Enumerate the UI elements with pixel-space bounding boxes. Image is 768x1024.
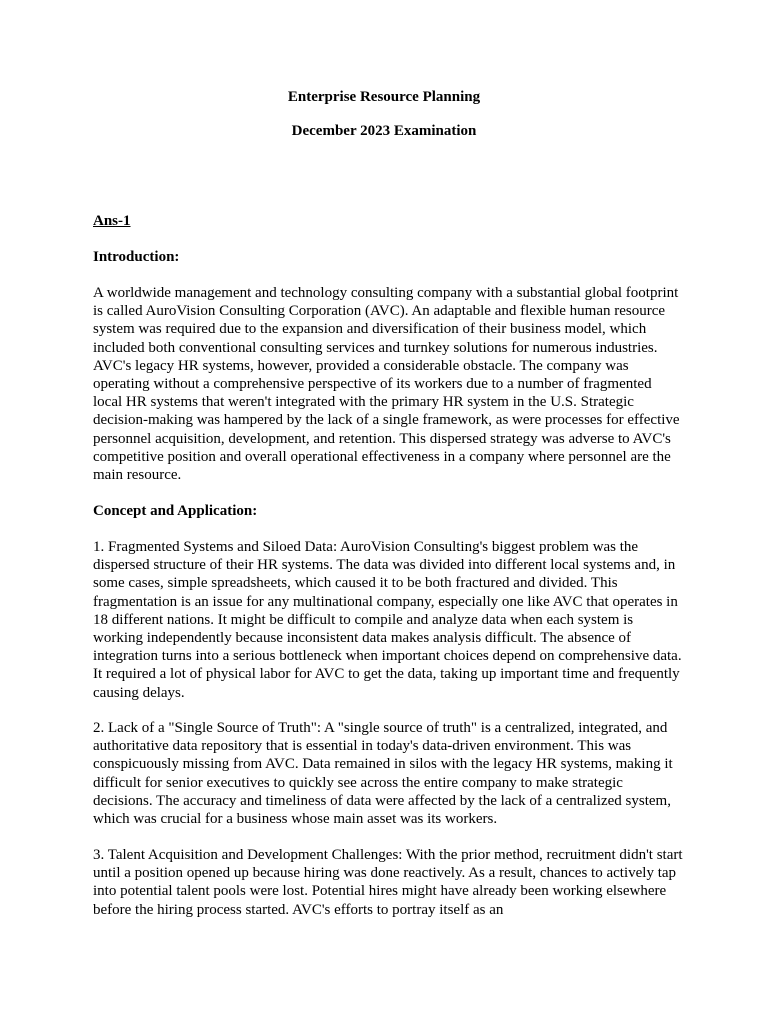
document-title: Enterprise Resource Planning [287, 89, 481, 105]
point-1-paragraph: 1. Fragmented Systems and Siloed Data: AuroVision Consulting's biggest problem was the dispersed structure of their HR systems. The data was divided into different local systems and, in some cases, simple spreadsheets, which caused it to be both fractured and divided. This fragmentation is an issue for any multinational company, especially one like AVC that operates in 18 different nations. It might be difficult to compile and analyze data when each system is working independently because inconsistent data makes analysis difficult. The absence of integration turns into a serious bottleneck when important choices depend on comprehensive data. It required a lot of physical labor for AVC to get the data, taking up important time and frequently causing delays. [93, 539, 682, 701]
introduction-heading: Introduction: [93, 249, 180, 265]
introduction-paragraph: A worldwide management and technology consulting company with a substantial global footprint is called AuroVision Consulting Corporation (AVC). An adaptable and flexible human resource system was required due to the expansion and diversification of their business model, which included both conventional consulting services and turnkey solutions for numerous industries. AVC's legacy HR systems, however, provided a considerable obstacle. The company was operating without a comprehensive perspective of its workers due to a number of fragmented local HR systems that weren't integrated with the primary HR system in the U.S. Strategic decision-making was hampered by the lack of a single framework, as were processes for effective personnel acquisition, development, and retention. This dispersed strategy was adverse to AVC's competitive position and overall operational effectiveness in a company where personnel are the main resource. [93, 285, 680, 484]
concept-heading: Concept and Application: [93, 503, 258, 519]
document-subtitle: December 2023 Examination [291, 123, 477, 139]
point-2-paragraph: 2. Lack of a "Single Source of Truth": A "single source of truth" is a centralized, integrated, and authoritative data repository that is essential in today's data-driven environment. This was conspicuously missing from AVC. Data remained in silos with the legacy HR systems, making it difficult for senior executives to quickly see across the entire company to make strategic decisions. The accuracy and timeliness of data were affected by the lack of a centralized system, which was crucial for a business whose main asset was its workers. [93, 720, 673, 828]
point-3-paragraph: 3. Talent Acquisition and Development Challenges: With the prior method, recruitment didn't start until a position opened up because hiring was done reactively. As a result, chances to actively tap into potential talent pools were lost. Potential hires might have already been working elsewhere before the hiring process started. AVC's efforts to portray itself as an [93, 847, 683, 918]
answer-label: Ans-1 [93, 213, 131, 229]
